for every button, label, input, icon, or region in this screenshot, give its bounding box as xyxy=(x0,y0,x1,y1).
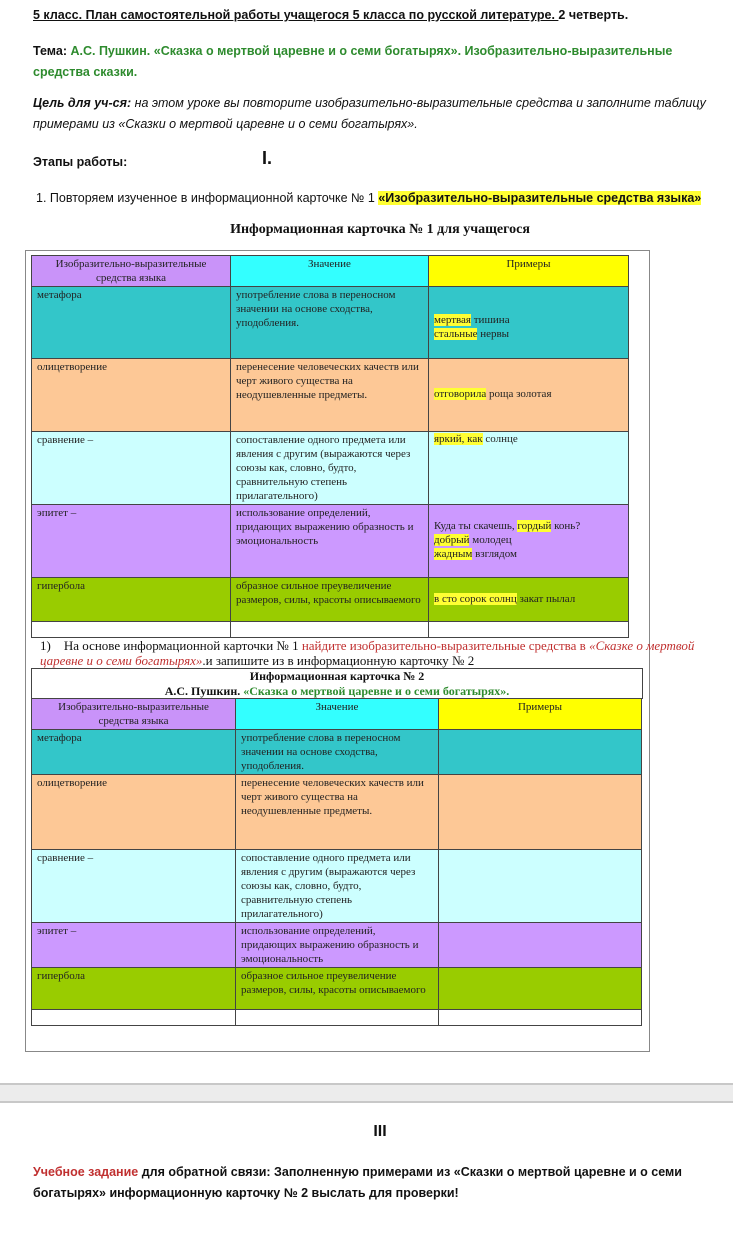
goal-text: на этом уроке вы повторите изобразительно-выразительные средства и заполните таблицу примерами из «Сказки о мертвой царевне и о семи богатырях». xyxy=(33,96,706,131)
card2-subtitle-title: «Сказка о мертвой царевне и о семи богатырях». xyxy=(243,684,510,698)
meaning-cell: перенесение человеческих качеств или черт живого существа на неодушевленные предметы. xyxy=(231,359,429,432)
example-text: конь? xyxy=(551,520,581,532)
col-header-means: Изобразительно-выразительные средства языка xyxy=(32,699,236,730)
example-text: роща золотая xyxy=(486,388,552,400)
meaning-cell: употребление слова в переносном значении на основе сходства, уподобления. xyxy=(231,287,429,359)
col-header-examples: Примеры xyxy=(429,256,629,287)
meaning-cell: использование определений, придающих выражению образность и эмоциональность xyxy=(231,505,429,578)
example-highlight: стальные xyxy=(434,328,478,340)
empty-cell xyxy=(32,622,231,638)
examples-cell xyxy=(429,578,629,622)
info-card-1-table xyxy=(31,255,629,638)
example-highlight: яркий, как xyxy=(434,433,483,445)
example-highlight: мертвая xyxy=(434,314,471,326)
meaning-cell: употребление слова в переносном значении на основе сходства, уподобления. xyxy=(236,730,439,775)
step-1 xyxy=(36,191,701,205)
table-row xyxy=(32,850,642,923)
empty-cell xyxy=(439,1010,642,1026)
examples-input-cell[interactable] xyxy=(439,775,642,850)
meaning-cell: перенесение человеческих качеств или черт живого существа на неодушевленные предметы. xyxy=(236,775,439,850)
example-text: взглядом xyxy=(472,548,517,560)
examples-cell xyxy=(429,359,629,432)
step-1-text: 1. Повторяем изученное в информационной карточке № 1 xyxy=(36,191,379,205)
stages-label: Этапы работы: xyxy=(33,155,128,169)
example-text: солнце xyxy=(482,433,518,445)
term-cell: эпитет – xyxy=(32,923,236,968)
card1-title: Информационная карточка № 1 для учащегося xyxy=(230,222,530,237)
example-line xyxy=(434,327,623,341)
task-1 xyxy=(40,638,730,668)
meaning-cell: использование определений, придающих выражению образность и эмоциональность xyxy=(236,923,439,968)
examples-input-cell[interactable] xyxy=(439,923,642,968)
col-header-meaning: Значение xyxy=(236,699,439,730)
term-cell: сравнение – xyxy=(32,850,236,923)
task-num: 1) xyxy=(40,638,51,653)
example-line xyxy=(434,432,623,446)
meaning-cell: образное сильное преувеличение размеров, силы, красоты описываемого xyxy=(236,968,439,1010)
table-row xyxy=(32,923,642,968)
task-a: На основе информационной карточки № 1 xyxy=(63,638,302,653)
example-line xyxy=(434,313,623,327)
info-card-2-table xyxy=(31,698,642,1026)
step-1-highlight: «Изобразительно-выразительные средства языка» xyxy=(378,191,702,205)
examples-cell xyxy=(429,505,629,578)
table-row xyxy=(32,287,629,359)
card2-title: Информационная карточка № 2 xyxy=(249,669,425,683)
example-line xyxy=(434,547,623,561)
term-cell: метафора xyxy=(32,287,231,359)
col-header-examples: Примеры xyxy=(439,699,642,730)
feedback-task xyxy=(33,1162,713,1204)
task-b: найдите изобразительно-выразительные средства в xyxy=(301,638,590,653)
topic xyxy=(33,41,713,83)
example-highlight: жадным xyxy=(434,548,473,560)
examples-cell xyxy=(429,432,629,505)
feedback-task-label: Учебное задание xyxy=(33,1165,139,1179)
table-row xyxy=(32,359,629,432)
page-separator xyxy=(0,1083,733,1103)
term-cell: эпитет – xyxy=(32,505,231,578)
examples-input-cell[interactable] xyxy=(439,730,642,775)
table-row xyxy=(32,578,629,622)
task-c: «Сказке о мертвой царевне и о семи богатырях» xyxy=(40,638,695,668)
term-cell: гипербола xyxy=(32,578,231,622)
example-highlight: отговорила xyxy=(434,388,487,400)
card2-heading xyxy=(31,668,643,699)
term-cell: олицетворение xyxy=(32,359,231,432)
term-cell: олицетворение xyxy=(32,775,236,850)
table-row xyxy=(32,730,642,775)
stage-roman-3: III xyxy=(373,1123,387,1140)
examples-input-cell[interactable] xyxy=(439,850,642,923)
table-row xyxy=(32,432,629,505)
goal xyxy=(33,93,713,135)
table-row xyxy=(32,775,642,850)
example-highlight: в сто сорок солнц xyxy=(434,593,517,605)
task-d: .и запишите из в информационную карточку № 2 xyxy=(202,653,475,668)
header-title: 5 класс. План самостоятельной работы учащегося 5 класса по русской литературе. xyxy=(33,8,559,22)
empty-cell xyxy=(231,622,429,638)
card2-subtitle-author: А.С. Пушкин. xyxy=(164,684,244,698)
col-header-means: Изобразительно-выразительные средства языка xyxy=(32,256,231,287)
topic-label: Тема: xyxy=(33,44,67,58)
table-row xyxy=(32,968,642,1010)
term-cell: метафора xyxy=(32,730,236,775)
example-highlight: гордый xyxy=(517,520,552,532)
term-cell: сравнение – xyxy=(32,432,231,505)
empty-cell xyxy=(429,622,629,638)
meaning-cell: сопоставление одного предмета или явления с другим (выражаются через союзы как, словно, будто, сравнительную степень прилагательного) xyxy=(236,850,439,923)
example-text: закат пылал xyxy=(516,593,576,605)
empty-cell xyxy=(32,1010,236,1026)
examples-cell xyxy=(429,287,629,359)
example-line xyxy=(434,533,623,547)
header-quarter: 2 четверть. xyxy=(558,8,629,22)
meaning-cell: сопоставление одного предмета или явления с другим (выражаются через союзы как, словно, будто, сравнительную степень прилагательного) xyxy=(231,432,429,505)
example-line xyxy=(434,519,623,533)
feedback-task-text: для обратной связи: Заполненную примерами из «Сказки о мертвой царевне и о семи богатырях» информационную карточку № 2 выслать для проверки! xyxy=(33,1165,682,1200)
col-header-meaning: Значение xyxy=(231,256,429,287)
stage-roman-1: I. xyxy=(262,148,273,168)
topic-text: А.С. Пушкин. «Сказка о мертвой царевне и о семи богатырях». Изобразительно-выразительные средства сказки. xyxy=(33,44,673,79)
example-highlight: добрый xyxy=(434,534,470,546)
goal-label: Цель для уч-ся: xyxy=(33,96,132,110)
empty-cell xyxy=(236,1010,439,1026)
example-text: нервы xyxy=(477,328,510,340)
examples-input-cell[interactable] xyxy=(439,968,642,1010)
example-text: Куда ты скачешь, xyxy=(434,520,518,532)
example-line xyxy=(434,387,623,401)
term-cell: гипербола xyxy=(32,968,236,1010)
meaning-cell: образное сильное преувеличение размеров, силы, красоты описываемого xyxy=(231,578,429,622)
example-line xyxy=(434,592,623,606)
table-row xyxy=(32,505,629,578)
document-header xyxy=(33,8,628,22)
example-text: тишина xyxy=(471,314,510,326)
example-text: молодец xyxy=(469,534,512,546)
